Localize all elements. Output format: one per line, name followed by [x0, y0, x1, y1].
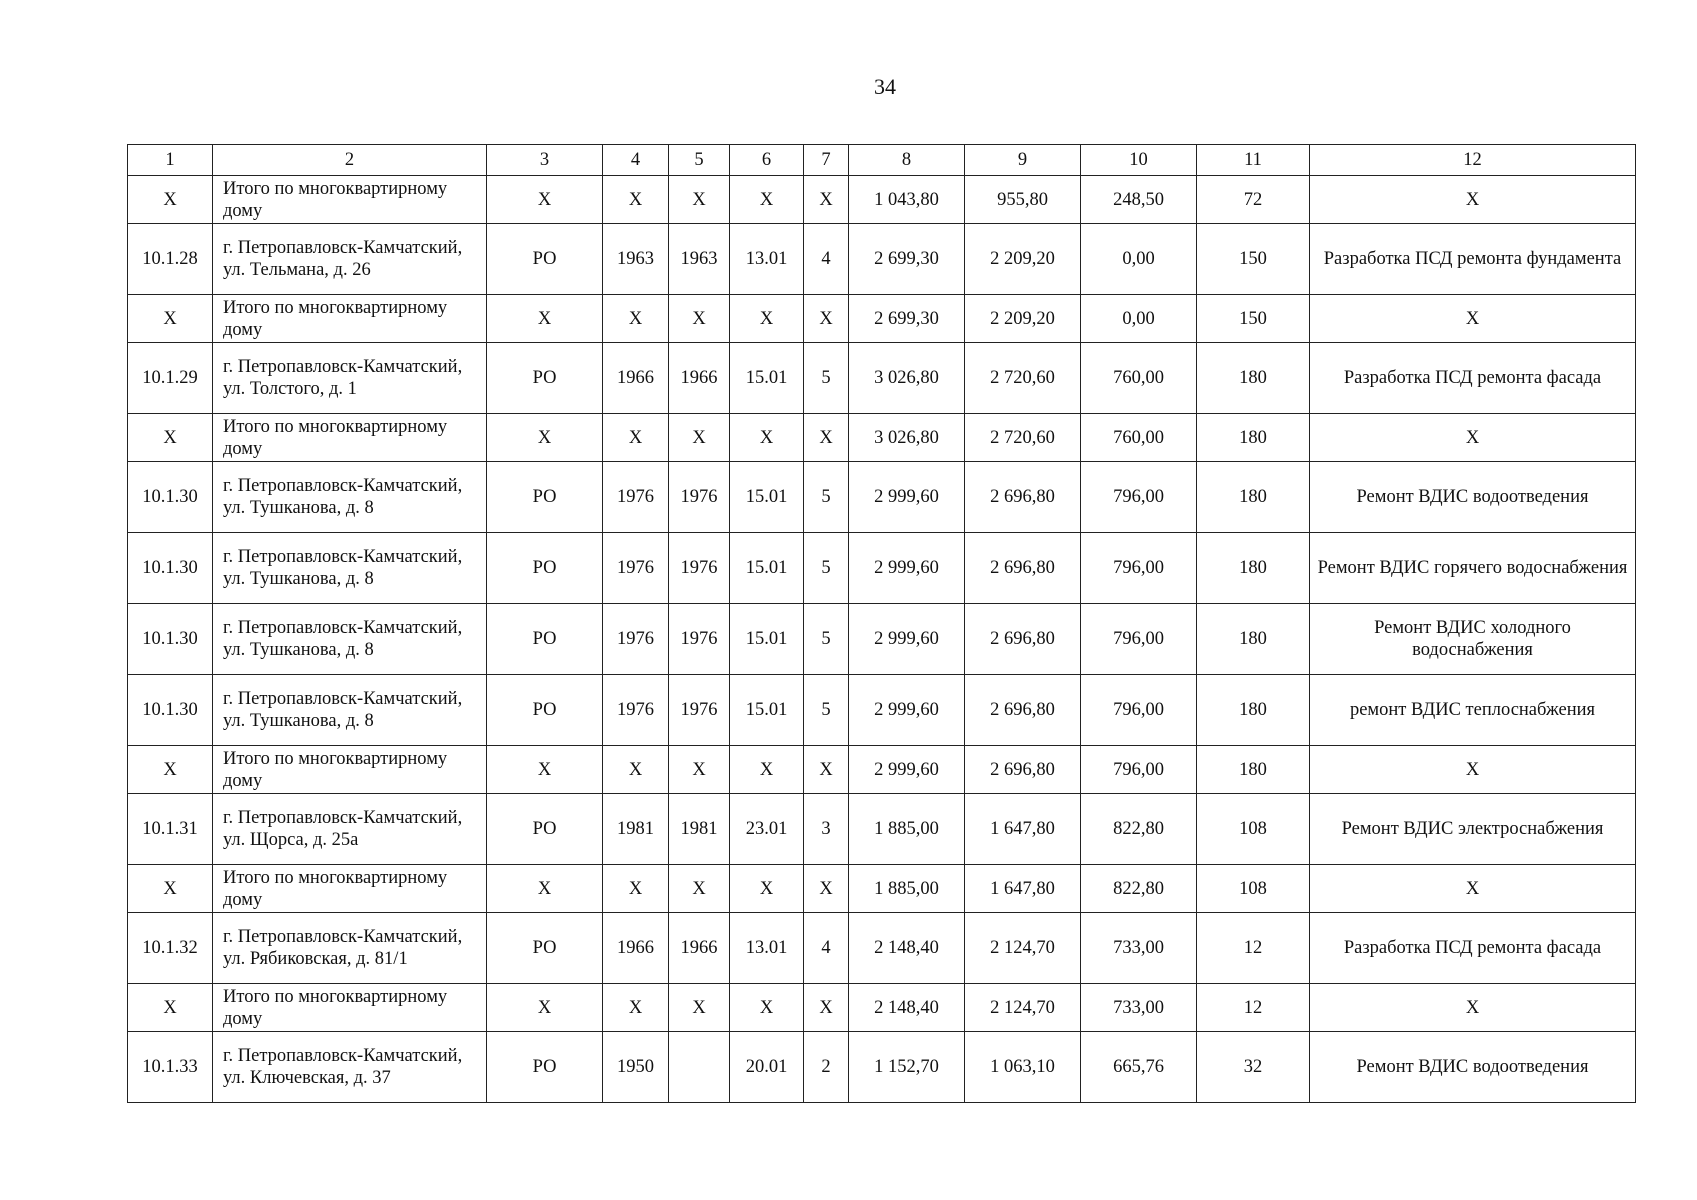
work-type-cell: X [1310, 176, 1636, 224]
residents-cell: 108 [1197, 865, 1310, 913]
nonliving-area-cell: 733,00 [1081, 984, 1197, 1032]
code-cell: X [730, 984, 804, 1032]
residents-cell: 180 [1197, 746, 1310, 794]
row-number-cell: X [128, 746, 213, 794]
build-year-cell: X [603, 984, 669, 1032]
address-cell: Итого по многоквартирному дому [213, 865, 487, 913]
header-cell: 2 [213, 145, 487, 176]
nonliving-area-cell: 760,00 [1081, 414, 1197, 462]
commission-year-cell: X [669, 176, 730, 224]
address-cell: г. Петропавловск-Камчатский, ул. Тушканова, д. 8 [213, 462, 487, 533]
header-cell: 7 [804, 145, 849, 176]
living-area-cell: 2 124,70 [965, 984, 1081, 1032]
total-area-cell: 2 148,40 [849, 913, 965, 984]
commission-year-cell [669, 1032, 730, 1103]
owner-type-cell: X [487, 865, 603, 913]
living-area-cell: 2 696,80 [965, 462, 1081, 533]
owner-type-cell: РО [487, 604, 603, 675]
owner-type-cell: РО [487, 343, 603, 414]
header-cell: 3 [487, 145, 603, 176]
floors-cell: X [804, 295, 849, 343]
build-year-cell: 1976 [603, 533, 669, 604]
commission-year-cell: 1976 [669, 533, 730, 604]
nonliving-area-cell: 0,00 [1081, 295, 1197, 343]
total-area-cell: 3 026,80 [849, 414, 965, 462]
owner-type-cell: X [487, 746, 603, 794]
total-area-cell: 2 699,30 [849, 295, 965, 343]
residents-cell: 150 [1197, 295, 1310, 343]
address-cell: Итого по многоквартирному дому [213, 176, 487, 224]
nonliving-area-cell: 796,00 [1081, 675, 1197, 746]
address-cell: г. Петропавловск-Камчатский, ул. Рябиковская, д. 81/1 [213, 913, 487, 984]
build-year-cell: X [603, 295, 669, 343]
work-type-cell: X [1310, 746, 1636, 794]
floors-cell: X [804, 746, 849, 794]
commission-year-cell: X [669, 984, 730, 1032]
total-area-cell: 2 999,60 [849, 462, 965, 533]
residents-cell: 12 [1197, 984, 1310, 1032]
work-type-cell: Ремонт ВДИС электроснабжения [1310, 794, 1636, 865]
commission-year-cell: X [669, 865, 730, 913]
residents-cell: 180 [1197, 604, 1310, 675]
work-type-cell: X [1310, 865, 1636, 913]
code-cell: 13.01 [730, 913, 804, 984]
work-type-cell: ремонт ВДИС теплоснабжения [1310, 675, 1636, 746]
commission-year-cell: X [669, 746, 730, 794]
address-cell: г. Петропавловск-Камчатский, ул. Тельмана, д. 26 [213, 224, 487, 295]
residents-cell: 12 [1197, 913, 1310, 984]
commission-year-cell: X [669, 295, 730, 343]
house-row [128, 343, 1636, 414]
residents-cell: 180 [1197, 533, 1310, 604]
code-cell: X [730, 865, 804, 913]
row-number-cell: X [128, 865, 213, 913]
owner-type-cell: РО [487, 533, 603, 604]
residents-cell: 180 [1197, 675, 1310, 746]
build-year-cell: 1966 [603, 913, 669, 984]
commission-year-cell: 1976 [669, 462, 730, 533]
nonliving-area-cell: 796,00 [1081, 533, 1197, 604]
nonliving-area-cell: 796,00 [1081, 604, 1197, 675]
build-year-cell: X [603, 414, 669, 462]
build-year-cell: 1966 [603, 343, 669, 414]
house-row [128, 913, 1636, 984]
house-row [128, 533, 1636, 604]
code-cell: 15.01 [730, 462, 804, 533]
floors-cell: 3 [804, 794, 849, 865]
total-area-cell: 2 999,60 [849, 675, 965, 746]
work-type-cell: X [1310, 414, 1636, 462]
build-year-cell: 1950 [603, 1032, 669, 1103]
build-year-cell: 1981 [603, 794, 669, 865]
address-cell: Итого по многоквартирному дому [213, 414, 487, 462]
total-row [128, 865, 1636, 913]
header-cell: 4 [603, 145, 669, 176]
header-cell: 1 [128, 145, 213, 176]
floors-cell: X [804, 176, 849, 224]
floors-cell: 5 [804, 675, 849, 746]
nonliving-area-cell: 822,80 [1081, 794, 1197, 865]
floors-cell: X [804, 865, 849, 913]
address-cell: г. Петропавловск-Камчатский, ул. Толстого, д. 1 [213, 343, 487, 414]
floors-cell: 4 [804, 224, 849, 295]
living-area-cell: 2 720,60 [965, 343, 1081, 414]
code-cell: X [730, 295, 804, 343]
owner-type-cell: X [487, 295, 603, 343]
total-area-cell: 1 885,00 [849, 865, 965, 913]
work-type-cell: Разработка ПСД ремонта фасада [1310, 913, 1636, 984]
address-cell: г. Петропавловск-Камчатский, ул. Ключевская, д. 37 [213, 1032, 487, 1103]
row-number-cell: 10.1.31 [128, 794, 213, 865]
residents-cell: 108 [1197, 794, 1310, 865]
living-area-cell: 1 647,80 [965, 794, 1081, 865]
floors-cell: X [804, 984, 849, 1032]
code-cell: X [730, 746, 804, 794]
house-row [128, 675, 1636, 746]
floors-cell: 5 [804, 462, 849, 533]
total-area-cell: 2 999,60 [849, 746, 965, 794]
commission-year-cell: 1976 [669, 604, 730, 675]
house-row [128, 794, 1636, 865]
residents-cell: 150 [1197, 224, 1310, 295]
residents-cell: 180 [1197, 414, 1310, 462]
address-cell: г. Петропавловск-Камчатский, ул. Тушканова, д. 8 [213, 604, 487, 675]
row-number-cell: 10.1.30 [128, 533, 213, 604]
owner-type-cell: РО [487, 1032, 603, 1103]
build-year-cell: 1976 [603, 462, 669, 533]
repair-program-table [127, 144, 1636, 1103]
total-row [128, 295, 1636, 343]
floors-cell: 2 [804, 1032, 849, 1103]
nonliving-area-cell: 760,00 [1081, 343, 1197, 414]
living-area-cell: 1 647,80 [965, 865, 1081, 913]
residents-cell: 180 [1197, 462, 1310, 533]
row-number-cell: 10.1.30 [128, 675, 213, 746]
row-number-cell: X [128, 414, 213, 462]
build-year-cell: X [603, 865, 669, 913]
code-cell: X [730, 176, 804, 224]
build-year-cell: 1976 [603, 604, 669, 675]
table-body [128, 145, 1636, 1103]
row-number-cell: X [128, 176, 213, 224]
total-row [128, 984, 1636, 1032]
total-area-cell: 1 043,80 [849, 176, 965, 224]
work-type-cell: Разработка ПСД ремонта фасада [1310, 343, 1636, 414]
build-year-cell: 1963 [603, 224, 669, 295]
owner-type-cell: РО [487, 675, 603, 746]
address-cell: Итого по многоквартирному дому [213, 746, 487, 794]
living-area-cell: 1 063,10 [965, 1032, 1081, 1103]
commission-year-cell: X [669, 414, 730, 462]
build-year-cell: X [603, 176, 669, 224]
living-area-cell: 2 209,20 [965, 224, 1081, 295]
total-area-cell: 3 026,80 [849, 343, 965, 414]
total-row [128, 746, 1636, 794]
work-type-cell: Разработка ПСД ремонта фундамента [1310, 224, 1636, 295]
house-row [128, 1032, 1636, 1103]
code-cell: 15.01 [730, 675, 804, 746]
floors-cell: 5 [804, 533, 849, 604]
code-cell: X [730, 414, 804, 462]
row-number-cell: 10.1.28 [128, 224, 213, 295]
work-type-cell: X [1310, 984, 1636, 1032]
page-number: 34 [874, 74, 896, 99]
commission-year-cell: 1966 [669, 913, 730, 984]
living-area-cell: 2 209,20 [965, 295, 1081, 343]
floors-cell: X [804, 414, 849, 462]
row-number-cell: 10.1.30 [128, 462, 213, 533]
row-number-cell: X [128, 984, 213, 1032]
nonliving-area-cell: 248,50 [1081, 176, 1197, 224]
total-area-cell: 1 152,70 [849, 1032, 965, 1103]
total-area-cell: 2 999,60 [849, 533, 965, 604]
commission-year-cell: 1966 [669, 343, 730, 414]
floors-cell: 5 [804, 604, 849, 675]
total-area-cell: 1 885,00 [849, 794, 965, 865]
living-area-cell: 2 696,80 [965, 604, 1081, 675]
header-cell: 10 [1081, 145, 1197, 176]
owner-type-cell: РО [487, 794, 603, 865]
work-type-cell: Ремонт ВДИС холодного водоснабжения [1310, 604, 1636, 675]
row-number-cell: 10.1.29 [128, 343, 213, 414]
work-type-cell: Ремонт ВДИС водоотведения [1310, 462, 1636, 533]
commission-year-cell: 1976 [669, 675, 730, 746]
build-year-cell: 1976 [603, 675, 669, 746]
address-cell: Итого по многоквартирному дому [213, 295, 487, 343]
row-number-cell: 10.1.33 [128, 1032, 213, 1103]
code-cell: 15.01 [730, 343, 804, 414]
living-area-cell: 2 720,60 [965, 414, 1081, 462]
nonliving-area-cell: 0,00 [1081, 224, 1197, 295]
work-type-cell: X [1310, 295, 1636, 343]
residents-cell: 32 [1197, 1032, 1310, 1103]
nonliving-area-cell: 796,00 [1081, 462, 1197, 533]
owner-type-cell: X [487, 984, 603, 1032]
owner-type-cell: X [487, 414, 603, 462]
owner-type-cell: РО [487, 913, 603, 984]
header-cell: 5 [669, 145, 730, 176]
code-cell: 20.01 [730, 1032, 804, 1103]
nonliving-area-cell: 796,00 [1081, 746, 1197, 794]
work-type-cell: Ремонт ВДИС горячего водоснабжения [1310, 533, 1636, 604]
house-row [128, 462, 1636, 533]
living-area-cell: 2 696,80 [965, 746, 1081, 794]
living-area-cell: 2 124,70 [965, 913, 1081, 984]
living-area-cell: 2 696,80 [965, 675, 1081, 746]
address-cell: г. Петропавловск-Камчатский, ул. Тушканова, д. 8 [213, 533, 487, 604]
floors-cell: 4 [804, 913, 849, 984]
owner-type-cell: РО [487, 462, 603, 533]
residents-cell: 180 [1197, 343, 1310, 414]
row-number-cell: 10.1.30 [128, 604, 213, 675]
table-header-row [128, 145, 1636, 176]
row-number-cell: 10.1.32 [128, 913, 213, 984]
code-cell: 23.01 [730, 794, 804, 865]
total-area-cell: 2 999,60 [849, 604, 965, 675]
address-cell: Итого по многоквартирному дому [213, 984, 487, 1032]
nonliving-area-cell: 822,80 [1081, 865, 1197, 913]
header-cell: 11 [1197, 145, 1310, 176]
nonliving-area-cell: 733,00 [1081, 913, 1197, 984]
total-row [128, 414, 1636, 462]
address-cell: г. Петропавловск-Камчатский, ул. Щорса, д. 25а [213, 794, 487, 865]
header-cell: 9 [965, 145, 1081, 176]
code-cell: 13.01 [730, 224, 804, 295]
nonliving-area-cell: 665,76 [1081, 1032, 1197, 1103]
commission-year-cell: 1963 [669, 224, 730, 295]
commission-year-cell: 1981 [669, 794, 730, 865]
living-area-cell: 955,80 [965, 176, 1081, 224]
house-row [128, 604, 1636, 675]
row-number-cell: X [128, 295, 213, 343]
header-cell: 12 [1310, 145, 1636, 176]
header-cell: 6 [730, 145, 804, 176]
build-year-cell: X [603, 746, 669, 794]
owner-type-cell: РО [487, 224, 603, 295]
total-area-cell: 2 699,30 [849, 224, 965, 295]
total-row [128, 176, 1636, 224]
owner-type-cell: X [487, 176, 603, 224]
code-cell: 15.01 [730, 604, 804, 675]
code-cell: 15.01 [730, 533, 804, 604]
total-area-cell: 2 148,40 [849, 984, 965, 1032]
header-cell: 8 [849, 145, 965, 176]
floors-cell: 5 [804, 343, 849, 414]
address-cell: г. Петропавловск-Камчатский, ул. Тушканова, д. 8 [213, 675, 487, 746]
house-row [128, 224, 1636, 295]
work-type-cell: Ремонт ВДИС водоотведения [1310, 1032, 1636, 1103]
living-area-cell: 2 696,80 [965, 533, 1081, 604]
residents-cell: 72 [1197, 176, 1310, 224]
